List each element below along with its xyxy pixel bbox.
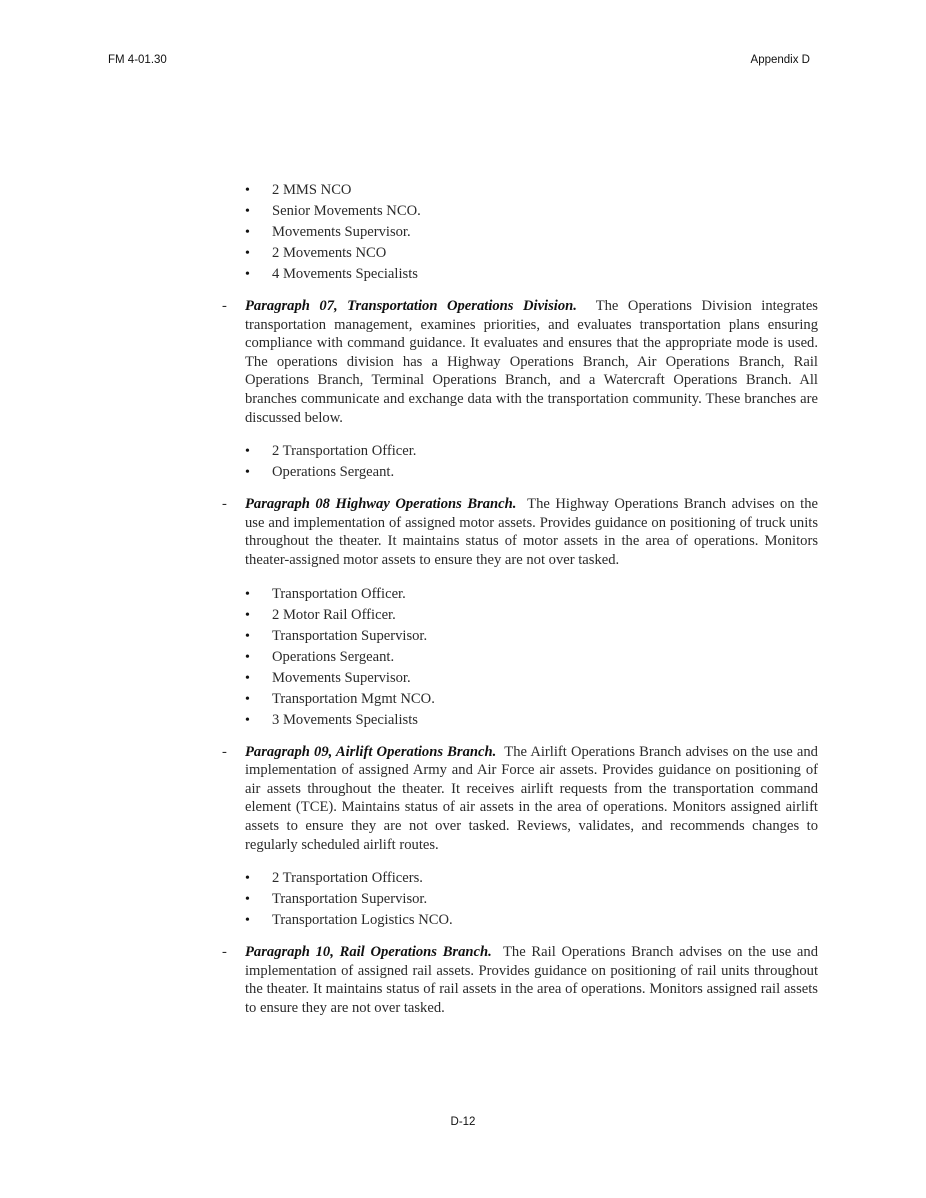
list-item-text: Transportation Officer. bbox=[272, 585, 406, 602]
list-item bbox=[222, 689, 818, 710]
list-item bbox=[222, 626, 818, 647]
bullet-list bbox=[222, 441, 818, 483]
bullet-icon: • bbox=[245, 871, 250, 887]
bullet-icon: • bbox=[245, 892, 250, 908]
list-item-text: Transportation Supervisor. bbox=[272, 627, 428, 644]
dash-marker: - bbox=[222, 298, 227, 314]
dash-marker: - bbox=[222, 496, 227, 513]
bullet-icon: • bbox=[245, 225, 250, 240]
list-item-text: Operations Sergeant. bbox=[272, 648, 395, 665]
list-item-text: Transportation Logistics NCO. bbox=[272, 912, 453, 929]
list-item bbox=[222, 201, 818, 222]
bullet-list bbox=[222, 868, 818, 931]
bullet-icon: • bbox=[245, 183, 250, 198]
paragraph-heading: Paragraph 07, Transportation Operations Division. bbox=[245, 298, 577, 314]
list-item-text: Senior Movements NCO. bbox=[272, 203, 421, 219]
paragraph-text: The Highway Operations Branch advises on the use and implementation of assigned motor assets. Provides guidance on positioning of truck units throughout the theater. It maintains status of motor assets in the area of operations. Monitors theater-assigned motor assets to ensure they are not over tasked. bbox=[245, 496, 818, 568]
list-item bbox=[222, 605, 818, 626]
list-item-text: Transportation Supervisor. bbox=[272, 891, 428, 908]
list-item bbox=[222, 584, 818, 605]
list-item bbox=[222, 264, 818, 285]
bullet-icon: • bbox=[245, 670, 250, 686]
list-item-text: Operations Sergeant. bbox=[272, 464, 395, 481]
list-item bbox=[222, 710, 818, 731]
bullet-icon: • bbox=[245, 628, 250, 644]
paragraph-heading: Paragraph 08 Highway Operations Branch. bbox=[245, 496, 517, 513]
paragraph bbox=[222, 297, 818, 427]
paragraph-text: The Airlift Operations Branch advises on the use and implementation of assigned Army and Air Force air assets. Provides guidance on positioning of air assets throughout the theater. It receives airlift requests from the transportation command element (TCE). Maintains status of air assets in the area of operations. Monitors assigned airlift assets to ensure they are not over tasked. Reviews, validates, and recommends changes to regularly scheduled airlift routes. bbox=[245, 743, 818, 853]
bullet-icon: • bbox=[245, 712, 250, 728]
list-item bbox=[222, 462, 818, 483]
paragraph bbox=[222, 943, 818, 1017]
list-item-text: 2 Motor Rail Officer. bbox=[272, 606, 396, 623]
list-item-text: 2 MMS NCO bbox=[272, 182, 352, 198]
list-item bbox=[222, 243, 818, 264]
list-item-text: 2 Transportation Officer. bbox=[272, 443, 417, 460]
page-body bbox=[222, 180, 818, 1017]
page-number: D-12 bbox=[450, 1116, 476, 1128]
list-item-text: Transportation Mgmt NCO. bbox=[272, 690, 435, 707]
paragraph-heading: Paragraph 09, Airlift Operations Branch. bbox=[245, 743, 497, 760]
list-item-text: 2 Transportation Officers. bbox=[272, 870, 423, 887]
list-item-text: 4 Movements Specialists bbox=[272, 266, 418, 282]
bullet-icon: • bbox=[245, 267, 250, 282]
bullet-list bbox=[222, 180, 818, 285]
bullet-icon: • bbox=[245, 691, 250, 707]
dash-marker: - bbox=[222, 743, 227, 760]
bullet-icon: • bbox=[245, 444, 250, 460]
list-item bbox=[222, 868, 818, 889]
bullet-icon: • bbox=[245, 204, 250, 219]
paragraph-text: The Operations Division integrates transportation management, examines priorities, and evaluates transportation plans ensuring compliance with command guidance. It evaluates and ensures that the appropriate mode is used. The operations division has a Highway Operations Branch, Air Operations Branch, Rail Operations Branch, Terminal Operations Branch, and a Watercraft Operations Branch. All branches communicate and exchange data with the transportation community. These branches are discussed below. bbox=[245, 298, 818, 426]
bullet-icon: • bbox=[245, 913, 250, 929]
bullet-list bbox=[222, 584, 818, 731]
dash-marker: - bbox=[222, 944, 227, 961]
list-item bbox=[222, 180, 818, 201]
list-item-text: 3 Movements Specialists bbox=[272, 711, 418, 728]
paragraph-heading: Paragraph 10, Rail Operations Branch. bbox=[245, 944, 492, 961]
list-item bbox=[222, 889, 818, 910]
bullet-icon: • bbox=[245, 649, 250, 665]
list-item bbox=[222, 441, 818, 462]
list-item-text: Movements Supervisor. bbox=[272, 224, 411, 240]
paragraph-text: The Rail Operations Branch advises on the use and implementation of assigned rail assets. Provides guidance on positioning of rail units throughout the theater. It maintains status of rail assets in the area of operations. Monitors assigned rail assets to ensure they are not over tasked. bbox=[245, 944, 818, 1016]
list-item bbox=[222, 222, 818, 243]
list-item bbox=[222, 668, 818, 689]
list-item bbox=[222, 910, 818, 931]
bullet-icon: • bbox=[245, 246, 250, 261]
paragraph bbox=[222, 495, 818, 569]
paragraph bbox=[222, 743, 818, 855]
list-item-text: Movements Supervisor. bbox=[272, 669, 411, 686]
bullet-icon: • bbox=[245, 607, 250, 623]
list-item-text: 2 Movements NCO bbox=[272, 245, 387, 261]
running-header-left: FM 4-01.30 bbox=[108, 54, 167, 66]
bullet-icon: • bbox=[245, 465, 250, 481]
running-header-right: Appendix D bbox=[750, 54, 810, 66]
list-item bbox=[222, 647, 818, 668]
bullet-icon: • bbox=[245, 586, 250, 602]
